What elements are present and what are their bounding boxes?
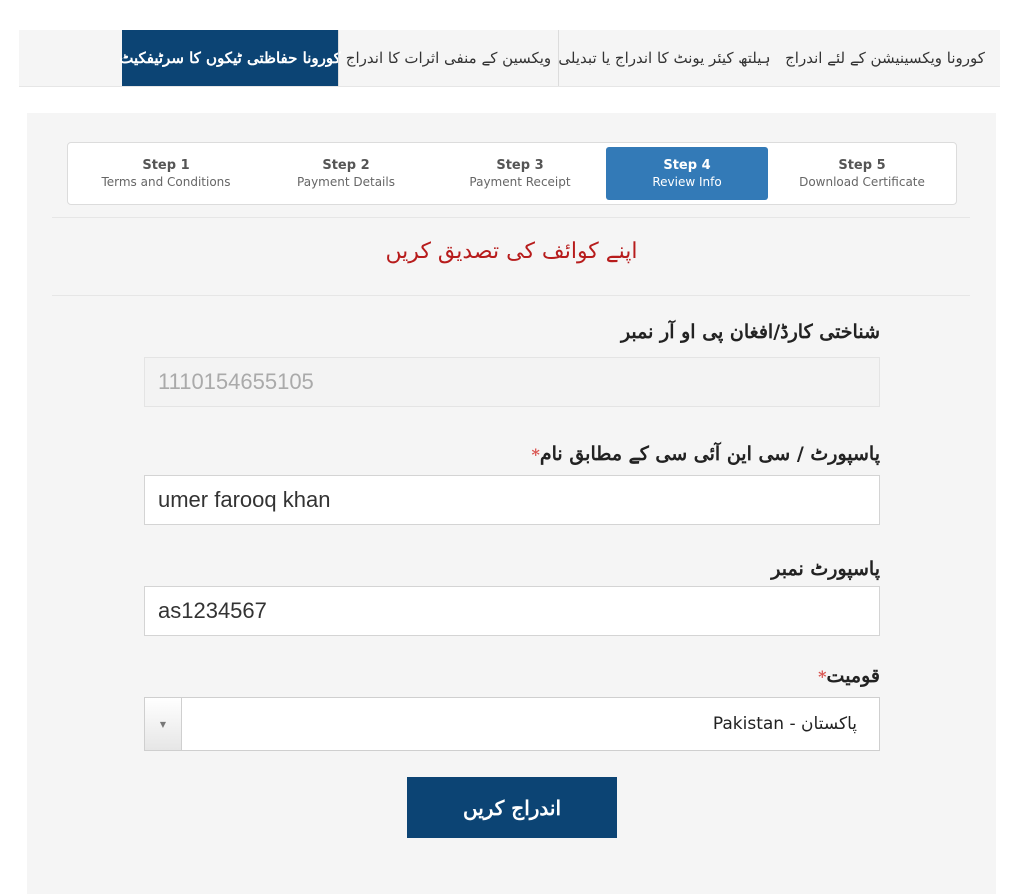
main-panel xyxy=(27,113,996,894)
passport-label xyxy=(771,558,880,580)
step-number: Step 3 xyxy=(496,157,544,173)
step-label: Terms and Conditions xyxy=(101,174,231,189)
nationality-selected-value: Pakistan - پاکستان xyxy=(712,714,857,734)
form-title: اپنے کوائف کی تصدیق کریں xyxy=(385,239,638,264)
tab-adverse-effects[interactable]: ویکسین کے منفی اثرات کا اندراج xyxy=(338,30,558,86)
name-field[interactable]: umer farooq khan xyxy=(144,475,880,525)
nationality-select[interactable] xyxy=(144,697,880,751)
submit-button[interactable]: اندراج کریں xyxy=(407,777,617,838)
passport-label-text: پاسپورٹ نمبر xyxy=(771,558,880,580)
step-label: Review Info xyxy=(652,174,722,189)
stepper xyxy=(67,142,957,205)
step-label: Payment Details xyxy=(297,174,395,189)
name-label-text: پاسپورٹ / سی این آئی سی کے مطابق نام xyxy=(539,443,880,465)
step-4-active[interactable] xyxy=(606,147,768,200)
cnic-label-text: شناختی کارڈ/افغان پی او آر نمبر xyxy=(620,321,880,343)
step-number: Step 2 xyxy=(322,157,370,173)
tab-vaccination-registration[interactable]: کورونا ویکسینیشن کے لئے اندراج xyxy=(785,49,985,67)
step-number: Step 4 xyxy=(663,157,711,173)
tab-healthcare-unit[interactable]: ہیلتھ کیئر یونٹ کا اندراج یا تبدیلی xyxy=(558,30,770,86)
step-5[interactable] xyxy=(772,147,952,200)
step-2[interactable] xyxy=(256,147,436,200)
nationality-label xyxy=(818,665,880,687)
step-3[interactable] xyxy=(430,147,610,200)
passport-field[interactable]: as1234567 xyxy=(144,586,880,636)
cnic-label xyxy=(621,321,880,343)
cnic-field: 1110154655105 xyxy=(144,357,880,407)
tab-certificate[interactable]: کورونا حفاظتی ٹیکوں کا سرٹیفکیٹ xyxy=(122,30,338,86)
dropdown-arrow-icon[interactable]: ▼ xyxy=(145,698,182,750)
step-1[interactable] xyxy=(76,147,256,200)
step-label: Download Certificate xyxy=(799,174,925,189)
name-label xyxy=(532,443,881,465)
divider xyxy=(52,217,970,218)
step-number: Step 1 xyxy=(142,157,190,173)
nationality-label-text: قومیت xyxy=(826,665,880,687)
divider xyxy=(52,295,970,296)
required-mark: * xyxy=(818,667,827,686)
top-navigation xyxy=(19,30,1000,87)
step-label: Payment Receipt xyxy=(469,174,571,189)
required-mark: * xyxy=(531,445,540,464)
step-number: Step 5 xyxy=(838,157,886,173)
